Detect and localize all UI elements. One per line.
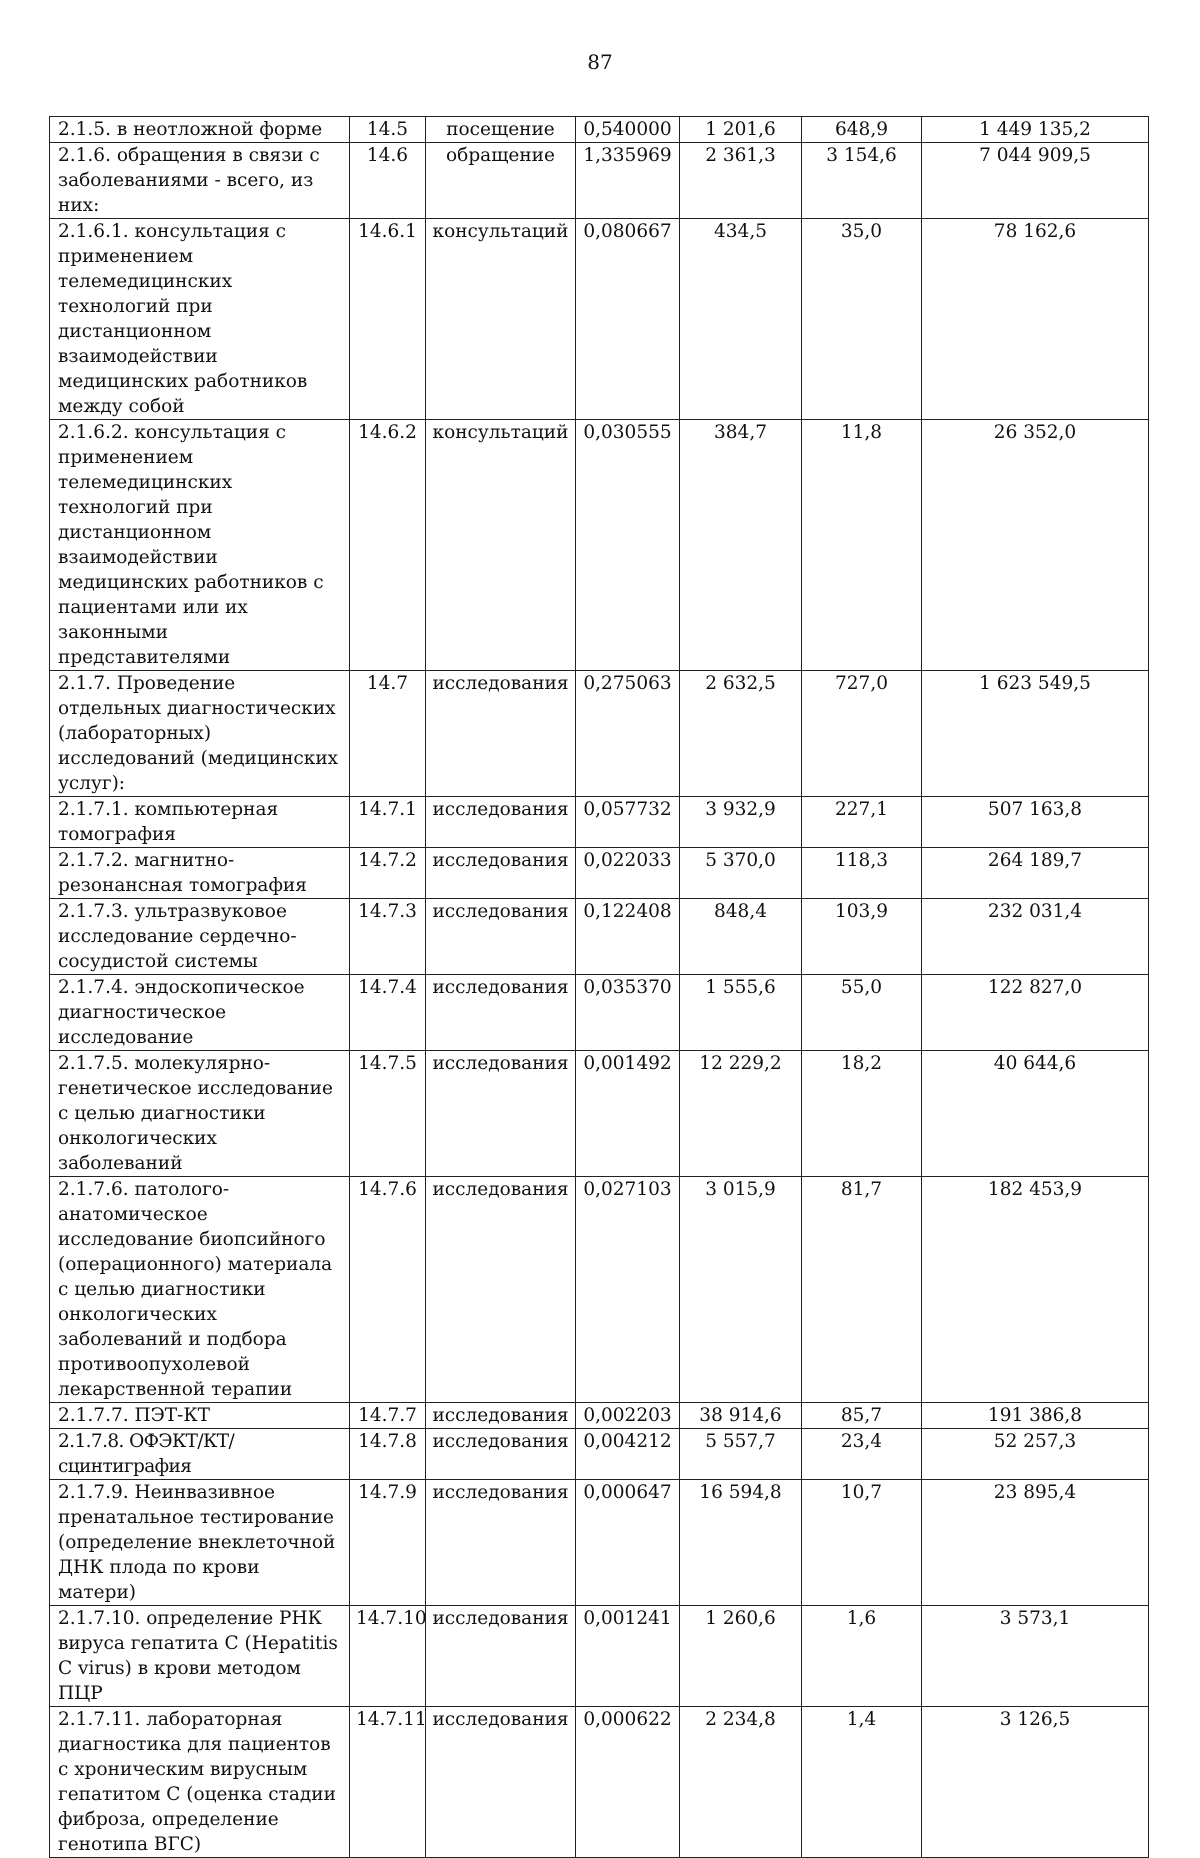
row-cost: 1 201,6 [680, 117, 802, 143]
row-per-capita: 727,0 [802, 671, 922, 797]
row-cost: 1 555,6 [680, 975, 802, 1051]
row-total: 40 644,6 [922, 1051, 1149, 1177]
row-cost: 2 234,8 [680, 1707, 802, 1858]
row-unit: исследования [426, 1403, 576, 1429]
row-unit: исследования [426, 797, 576, 848]
table-row [50, 975, 1149, 1051]
row-volume: 0,540000 [576, 117, 680, 143]
row-per-capita: 1,4 [802, 1707, 922, 1858]
table-body [50, 117, 1149, 1858]
row-per-capita: 10,7 [802, 1480, 922, 1606]
row-per-capita: 11,8 [802, 420, 922, 671]
row-unit: исследования [426, 671, 576, 797]
row-name: 2.1.7.3. ультразвуковое исследование сердечно-сосудистой системы [50, 899, 350, 975]
row-code: 14.6.2 [350, 420, 426, 671]
row-name: 2.1.7.2. магнитно-резонансная томография [50, 848, 350, 899]
row-code: 14.7.7 [350, 1403, 426, 1429]
row-name: 2.1.7.1. компьютерная томография [50, 797, 350, 848]
row-unit: исследования [426, 1177, 576, 1403]
row-name: 2.1.7.8. ОФЭКТ/КТ/сцинтиграфия [50, 1429, 350, 1480]
table-row [50, 143, 1149, 219]
row-cost: 2 632,5 [680, 671, 802, 797]
row-volume: 0,027103 [576, 1177, 680, 1403]
row-code: 14.7.3 [350, 899, 426, 975]
row-volume: 0,022033 [576, 848, 680, 899]
row-name: 2.1.7.5. молекулярно-генетическое исследование с целью диагностики онкологических заболеваний [50, 1051, 350, 1177]
table-row [50, 797, 1149, 848]
row-volume: 0,030555 [576, 420, 680, 671]
row-total: 232 031,4 [922, 899, 1149, 975]
row-volume: 0,000622 [576, 1707, 680, 1858]
row-code: 14.7.1 [350, 797, 426, 848]
row-code: 14.7.9 [350, 1480, 426, 1606]
row-total: 3 126,5 [922, 1707, 1149, 1858]
row-per-capita: 648,9 [802, 117, 922, 143]
row-per-capita: 23,4 [802, 1429, 922, 1480]
row-unit: исследования [426, 1707, 576, 1858]
row-cost: 3 015,9 [680, 1177, 802, 1403]
row-total: 264 189,7 [922, 848, 1149, 899]
row-name: 2.1.6.2. консультация с применением телемедицинских технологий при дистанционном взаимодействии медицинских работников с пациентами или их законными представителями [50, 420, 350, 671]
row-per-capita: 103,9 [802, 899, 922, 975]
row-volume: 0,004212 [576, 1429, 680, 1480]
data-table [49, 116, 1149, 1858]
row-unit: исследования [426, 975, 576, 1051]
row-total: 78 162,6 [922, 219, 1149, 420]
table-row [50, 848, 1149, 899]
row-total: 1 449 135,2 [922, 117, 1149, 143]
row-code: 14.7.4 [350, 975, 426, 1051]
row-total: 191 386,8 [922, 1403, 1149, 1429]
table-row [50, 1051, 1149, 1177]
row-cost: 16 594,8 [680, 1480, 802, 1606]
row-volume: 0,275063 [576, 671, 680, 797]
row-name: 2.1.7.11. лабораторная диагностика для пациентов с хроническим вирусным гепатитом С (оценка стадии фиброза, определение генотипа ВГС) [50, 1707, 350, 1858]
table-row [50, 671, 1149, 797]
table-row [50, 117, 1149, 143]
row-code: 14.6.1 [350, 219, 426, 420]
row-total: 7 044 909,5 [922, 143, 1149, 219]
row-code: 14.7.6 [350, 1177, 426, 1403]
row-per-capita: 227,1 [802, 797, 922, 848]
row-unit: исследования [426, 1429, 576, 1480]
row-cost: 5 370,0 [680, 848, 802, 899]
row-name: 2.1.7.4. эндоскопическое диагностическое исследование [50, 975, 350, 1051]
row-per-capita: 35,0 [802, 219, 922, 420]
row-unit: исследования [426, 899, 576, 975]
row-unit: исследования [426, 848, 576, 899]
row-cost: 2 361,3 [680, 143, 802, 219]
row-total: 1 623 549,5 [922, 671, 1149, 797]
table-row [50, 1707, 1149, 1858]
row-volume: 0,080667 [576, 219, 680, 420]
row-volume: 1,335969 [576, 143, 680, 219]
table-row [50, 219, 1149, 420]
row-volume: 0,122408 [576, 899, 680, 975]
row-unit: посещение [426, 117, 576, 143]
row-code: 14.7.2 [350, 848, 426, 899]
row-code: 14.7.10 [350, 1606, 426, 1707]
row-name: 2.1.7.10. определение РНК вируса гепатита С (Hepatitis C virus) в крови методом ПЦР [50, 1606, 350, 1707]
row-code: 14.7.8 [350, 1429, 426, 1480]
page-number: 87 [587, 50, 613, 74]
row-per-capita: 18,2 [802, 1051, 922, 1177]
row-volume: 0,035370 [576, 975, 680, 1051]
row-cost: 384,7 [680, 420, 802, 671]
row-total: 52 257,3 [922, 1429, 1149, 1480]
row-total: 23 895,4 [922, 1480, 1149, 1606]
row-code: 14.6 [350, 143, 426, 219]
row-name: 2.1.7.9. Неинвазивное пренатальное тестирование (определение внеклеточной ДНК плода по крови матери) [50, 1480, 350, 1606]
row-code: 14.7.5 [350, 1051, 426, 1177]
row-unit: исследования [426, 1480, 576, 1606]
table-row [50, 899, 1149, 975]
row-name: 2.1.7.7. ПЭТ-КТ [50, 1403, 350, 1429]
row-name: 2.1.7.6. патолого-анатомическое исследование биопсийного (операционного) материала с целью диагностики онкологических заболеваний и подбора противоопухолевой лекарственной терапии [50, 1177, 350, 1403]
row-volume: 0,001492 [576, 1051, 680, 1177]
row-total: 26 352,0 [922, 420, 1149, 671]
row-unit: консультаций [426, 420, 576, 671]
row-total: 3 573,1 [922, 1606, 1149, 1707]
row-name: 2.1.5. в неотложной форме [50, 117, 350, 143]
row-per-capita: 81,7 [802, 1177, 922, 1403]
row-unit: исследования [426, 1051, 576, 1177]
row-cost: 434,5 [680, 219, 802, 420]
row-volume: 0,057732 [576, 797, 680, 848]
row-name: 2.1.6.1. консультация с применением телемедицинских технологий при дистанционном взаимодействии медицинских работников между собой [50, 219, 350, 420]
row-unit: консультаций [426, 219, 576, 420]
row-per-capita: 118,3 [802, 848, 922, 899]
row-name: 2.1.6. обращения в связи с заболеваниями - всего, из них: [50, 143, 350, 219]
row-total: 507 163,8 [922, 797, 1149, 848]
row-unit: обращение [426, 143, 576, 219]
row-per-capita: 85,7 [802, 1403, 922, 1429]
row-cost: 848,4 [680, 899, 802, 975]
row-total: 122 827,0 [922, 975, 1149, 1051]
row-volume: 0,002203 [576, 1403, 680, 1429]
table-row [50, 1403, 1149, 1429]
row-per-capita: 3 154,6 [802, 143, 922, 219]
row-volume: 0,000647 [576, 1480, 680, 1606]
table-row [50, 1480, 1149, 1606]
table-row [50, 1177, 1149, 1403]
table-row [50, 1429, 1149, 1480]
row-per-capita: 1,6 [802, 1606, 922, 1707]
row-code: 14.5 [350, 117, 426, 143]
row-cost: 3 932,9 [680, 797, 802, 848]
row-cost: 1 260,6 [680, 1606, 802, 1707]
row-volume: 0,001241 [576, 1606, 680, 1707]
row-cost: 38 914,6 [680, 1403, 802, 1429]
row-cost: 12 229,2 [680, 1051, 802, 1177]
table-row [50, 1606, 1149, 1707]
table-row [50, 420, 1149, 671]
row-total: 182 453,9 [922, 1177, 1149, 1403]
row-code: 14.7 [350, 671, 426, 797]
row-name: 2.1.7. Проведение отдельных диагностических (лабораторных) исследований (медицинских услуг): [50, 671, 350, 797]
row-unit: исследования [426, 1606, 576, 1707]
row-per-capita: 55,0 [802, 975, 922, 1051]
row-cost: 5 557,7 [680, 1429, 802, 1480]
row-code: 14.7.11 [350, 1707, 426, 1858]
